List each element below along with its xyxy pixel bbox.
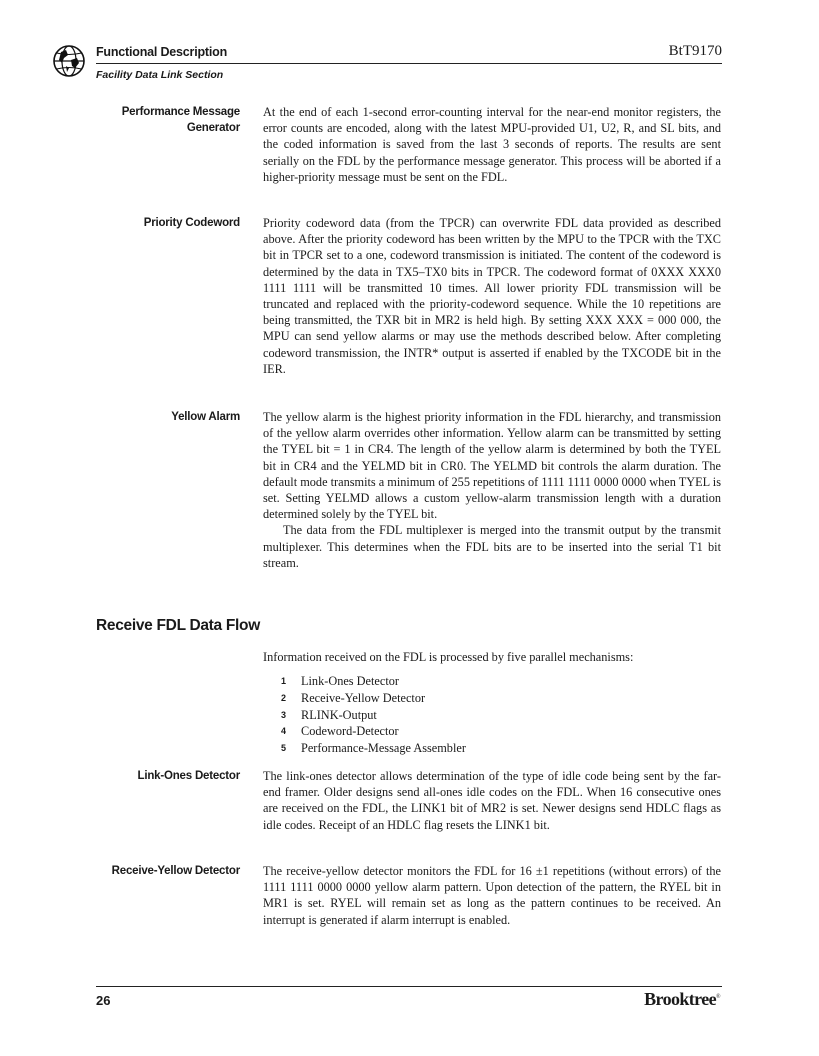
list-text: RLINK-Output bbox=[301, 707, 377, 722]
list-number: 3 bbox=[281, 709, 287, 720]
side-label bbox=[60, 104, 240, 136]
side-label-line: Link-Ones Detector bbox=[137, 770, 240, 782]
paragraph: The data from the FDL multiplexer is merged into the transmit output by the transmit multiplexer. This determines when the FDL bits are to be inserted into the serial T1 bit stream. bbox=[263, 523, 721, 570]
list-item bbox=[281, 673, 466, 690]
header-title: Functional Description bbox=[96, 45, 228, 59]
list-item bbox=[281, 740, 466, 757]
paragraph: Priority codeword data (from the TPCR) can overwrite FDL data provided as described above. After the priority codeword has been written by the MPU to the TPCR with the TXC bit in TPCR set to a one, codeword transmission is initiated. The content of the codeword is determined by the data in TX5–TX0 bits in TPCR. The codeword format of 0XXX XXX0 1111 1111 will be transmitted 10 times. All lower priority FDL transmission will be truncated and replaced with the priority-codeword sequence. While the 10 repetitions are being transmitted, the TXR bit in MR2 is held high. By setting XXX XXX = 000 000, the MPU can send yellow alarms or may use the methods described below. After completing codeword transmission, the INTR* output is asserted if enabled by the TXCODE bit in the IER. bbox=[263, 216, 721, 376]
side-label bbox=[60, 215, 240, 231]
list-item bbox=[281, 690, 466, 707]
header-divider bbox=[96, 63, 722, 64]
section-heading-receive-fdl: Receive FDL Data Flow bbox=[96, 617, 260, 634]
side-label-line: Performance Message bbox=[121, 106, 240, 118]
list-text: Receive-Yellow Detector bbox=[301, 690, 426, 705]
body-text bbox=[263, 104, 721, 185]
body-text bbox=[263, 768, 721, 833]
list-number: 4 bbox=[281, 726, 287, 737]
receive-intro: Information received on the FDL is processed by five parallel mechanisms: bbox=[263, 650, 634, 664]
list-item bbox=[281, 707, 466, 724]
brand-logo bbox=[644, 989, 720, 1010]
side-label-line: Generator bbox=[186, 122, 240, 134]
list-number: 2 bbox=[281, 692, 287, 703]
body-text bbox=[263, 215, 721, 377]
list-text: Link-Ones Detector bbox=[301, 674, 399, 688]
footer-divider bbox=[96, 986, 722, 987]
header-subtitle: Facility Data Link Section bbox=[96, 69, 224, 81]
side-label-line: Yellow Alarm bbox=[171, 411, 240, 423]
mechanism-list bbox=[281, 673, 466, 757]
header-part-number: BtT9170 bbox=[668, 43, 722, 59]
paragraph: The link-ones detector allows determination of the type of idle code being sent by the far-end framer. Older designs send all-ones idle codes on the FDL. When 16 consecutive ones are received on the FDL, the LINK1 bit of MR2 is set. Newer designs send HDLC flags as idle codes. Receipt of an HDLC flag resets the LINK1 bit. bbox=[263, 769, 721, 832]
paragraph: The yellow alarm is the highest priority information in the FDL hierarchy, and transmission of the yellow alarm overrides other information. Yellow alarm can be transmitted by setting the TYEL bit = 1 in CR4. The length of the yellow alarm is determined by both the TYEL bit in CR4 and the YELMD bit in CR0. The YELMD bit controls the alarm duration. The default mode transmits a minimum of 255 repetitions of 1111 1111 0000 0000 when TYEL is set. Setting YELMD allows a custom yellow-alarm transmission length with a duration determined solely by the TYEL bit. bbox=[263, 410, 721, 522]
page-number: 26 bbox=[96, 993, 111, 1008]
body-text bbox=[263, 863, 721, 928]
side-label bbox=[60, 409, 240, 425]
side-label-line: Priority Codeword bbox=[143, 217, 240, 229]
registered-mark: ® bbox=[716, 994, 720, 1000]
side-label bbox=[60, 863, 240, 879]
body-text bbox=[263, 409, 721, 571]
side-label-line: Receive-Yellow Detector bbox=[111, 865, 240, 877]
list-item bbox=[281, 723, 466, 740]
paragraph: At the end of each 1-second error-counting interval for the near-end monitor registers, the error counts are encoded, along with the latest MPU-provided U1, U2, R, and SL bits, and the coded information is saved from the last 3 seconds of reports. The results are sent serially on the FDL by the performance message generator. This process will be aborted if a higher-priority message must be sent on the FDL. bbox=[263, 105, 721, 184]
brooktree-globe-logo-icon bbox=[52, 44, 86, 78]
list-text: Performance-Message Assembler bbox=[301, 741, 466, 756]
paragraph: The receive-yellow detector monitors the FDL for 16 ±1 repetitions (without errors) of the 1111 1111 0000 0000 yellow alarm pattern. Upon detection of the pattern, the RYEL bit in MR1 is set. RYEL will remain set as long as the pattern continues to be received. An interrupt is generated if alarm interrupt is enabled. bbox=[263, 864, 721, 927]
list-number: 1 bbox=[281, 676, 287, 686]
list-text: Codeword-Detector bbox=[301, 724, 399, 739]
brand-name: Brooktree bbox=[644, 989, 717, 1009]
list-number: 5 bbox=[281, 743, 287, 754]
side-label bbox=[60, 768, 240, 784]
